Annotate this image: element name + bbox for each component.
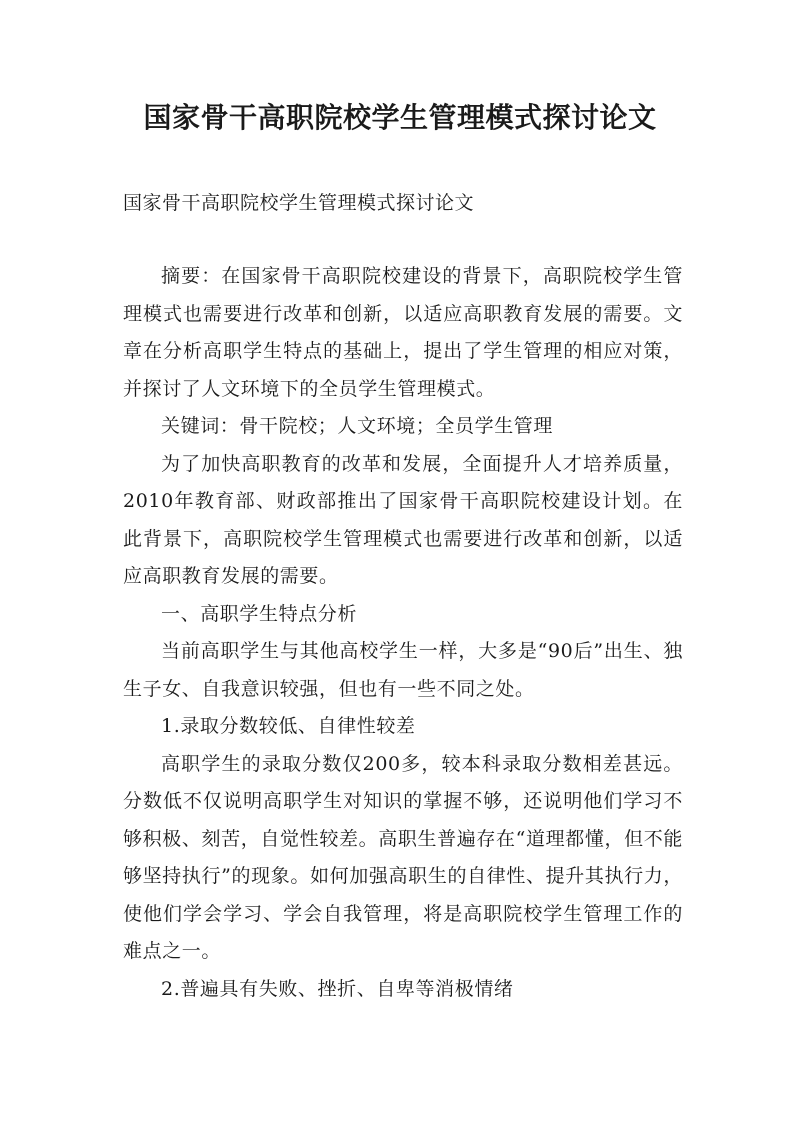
subsection-heading-2: 2.普遍具有失败、挫折、自卑等消极情绪 (161, 977, 514, 1000)
abstract-paragraph: 摘要：在国家骨干高职院校建设的背景下，高职院校学生管理模式也需要进行改革和创新，以适应高职教育发展的需要。文章在分析高职学生特点的基础上，提出了学生管理的相应对策，并探讨了人文环境下的全员学生管理模式。 (123, 265, 683, 400)
subsection-heading-1: 1.录取分数较低、自律性较差 (161, 715, 416, 737)
keywords-paragraph: 关键词：骨干院校；人文环境；全员学生管理 (161, 415, 554, 437)
document-body (123, 258, 683, 1008)
section-heading-1: 一、高职学生特点分析 (161, 602, 358, 625)
document-subtitle: 国家骨干高职院校学生管理模式探讨论文 (123, 192, 475, 214)
intro-paragraph: 为了加快高职教育的改革和发展，全面提升人才培养质量，2010年教育部、财政部推出了国家骨干高职院校建设计划。在此背景下，高职院校学生管理模式也需要进行改革和创新，以适应高职教育发展的需要。 (123, 452, 683, 587)
body-paragraph: 当前高职学生与其他高校学生一样，大多是“90后”出生、独生子女、自我意识较强，但也有一些不同之处。 (123, 640, 683, 700)
document-title: 国家骨干高职院校学生管理模式探讨论文 (143, 101, 657, 134)
body-paragraph: 高职学生的录取分数仅200多，较本科录取分数相差甚远。分数低不仅说明高职学生对知识的掌握不够，还说明他们学习不够积极、刻苦，自觉性较差。高职生普遍存在“道理都懂，但不能够坚持执行”的现象。如何加强高职生的自律性、提升其执行力，使他们学会学习、学会自我管理，将是高职院校学生管理工作的难点之一。 (123, 752, 683, 962)
